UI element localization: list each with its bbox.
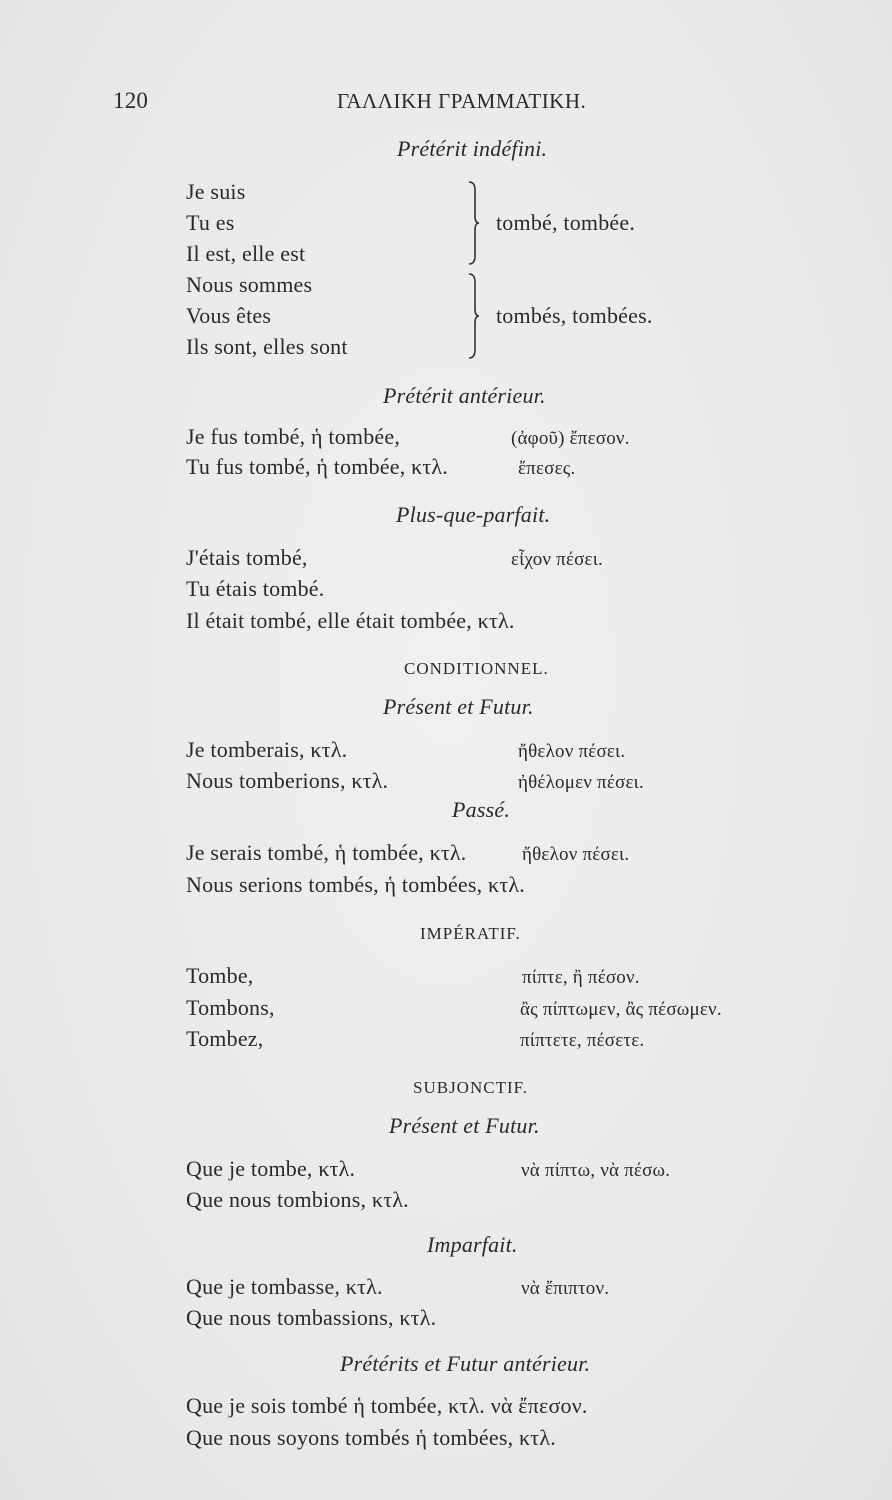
greek-form: νὰ ἔπιπτον. (521, 1278, 610, 1299)
greek-form: πίπτετε, πέσετε. (520, 1030, 645, 1051)
brace-singular (466, 180, 480, 266)
conj-line: Que nous soyons tombés ἡ tombées, κτλ. (186, 1425, 556, 1450)
running-title: ΓΑΛΛΙΚΗ ΓΡΑΜΜΑΤΙΚΗ. (337, 89, 587, 113)
conj-line: Tu étais tombé. (186, 576, 325, 601)
conj-line: Ils sont, elles sont (186, 334, 348, 359)
conj-line: Que je tombasse, κτλ. (186, 1274, 383, 1299)
greek-form: εἶχον πέσει. (511, 549, 604, 570)
greek-form: ἂς πίπτωμεν, ἂς πέσωμεν. (520, 999, 722, 1020)
greek-form: πίπτε, ἢ πέσον. (522, 967, 640, 988)
conj-line: Que je sois tombé ἡ tombée, κτλ. νὰ ἔπεσον. (186, 1393, 588, 1418)
greek-form: ἤθελον πέσει. (522, 844, 630, 865)
conj-line: Nous serions tombés, ἡ tombées, κτλ. (186, 872, 525, 897)
greek-form: ἠθέλομεν πέσει. (518, 772, 644, 793)
conj-line: Vous êtes (186, 303, 272, 328)
section-subjonctif: SUBJONCTIF. (413, 1078, 528, 1097)
section-imperatif: IMPÉRATIF. (420, 924, 521, 943)
conj-line: Que nous tombions, κτλ. (186, 1187, 409, 1212)
conj-line: Tu fus tombé, ἡ tombée, κτλ. (186, 454, 448, 479)
greek-form: ἔπεσες. (518, 458, 576, 479)
brace-plural (466, 272, 480, 360)
conj-line: J'étais tombé, (186, 545, 308, 570)
form-singular: tombé, tombée. (496, 210, 636, 235)
conj-line: Nous sommes (186, 272, 313, 297)
heading-present-futur: Présent et Futur. (383, 694, 534, 719)
heading-passe: Passé. (452, 797, 511, 822)
greek-form: νὰ πίπτω, νὰ πέσω. (521, 1160, 671, 1181)
heading-imparfait: Imparfait. (427, 1232, 518, 1257)
conj-line: Tu es (186, 210, 235, 235)
page-number: 120 (113, 88, 149, 113)
conj-line: Il était tombé, elle était tombée, κτλ. (186, 608, 515, 633)
section-conditionnel: CONDITIONNEL. (404, 659, 549, 678)
conj-line: Que je tombe, κτλ. (186, 1156, 356, 1181)
conj-line: Que nous tombassions, κτλ. (186, 1305, 437, 1330)
heading-preterits-futur-anterieur: Prétérits et Futur antérieur. (340, 1351, 591, 1376)
heading-plus-que-parfait: Plus-que-parfait. (396, 502, 551, 527)
conj-line: Tombez, (186, 1026, 264, 1051)
conj-line: Je serais tombé, ἡ tombée, κτλ. (186, 840, 467, 865)
heading-preterit-indefini: Prétérit indéfini. (397, 136, 548, 161)
conj-line: Nous tomberions, κτλ. (186, 768, 389, 793)
conj-line: Tombons, (186, 995, 275, 1020)
conj-line: Je fus tombé, ἡ tombée, (186, 424, 401, 449)
heading-present-futur: Présent et Futur. (389, 1113, 540, 1138)
form-plural: tombés, tombées. (496, 303, 653, 328)
conj-line: Je tomberais, κτλ. (186, 737, 348, 762)
greek-form: ἤθελον πέσει. (518, 741, 626, 762)
conj-line: Je suis (186, 179, 246, 204)
greek-form: (ἀφοῦ) ἔπεσον. (511, 428, 630, 449)
heading-preterit-anterieur: Prétérit antérieur. (383, 383, 546, 408)
conj-line: Tombe, (186, 963, 254, 988)
conj-line: Il est, elle est (186, 241, 306, 266)
